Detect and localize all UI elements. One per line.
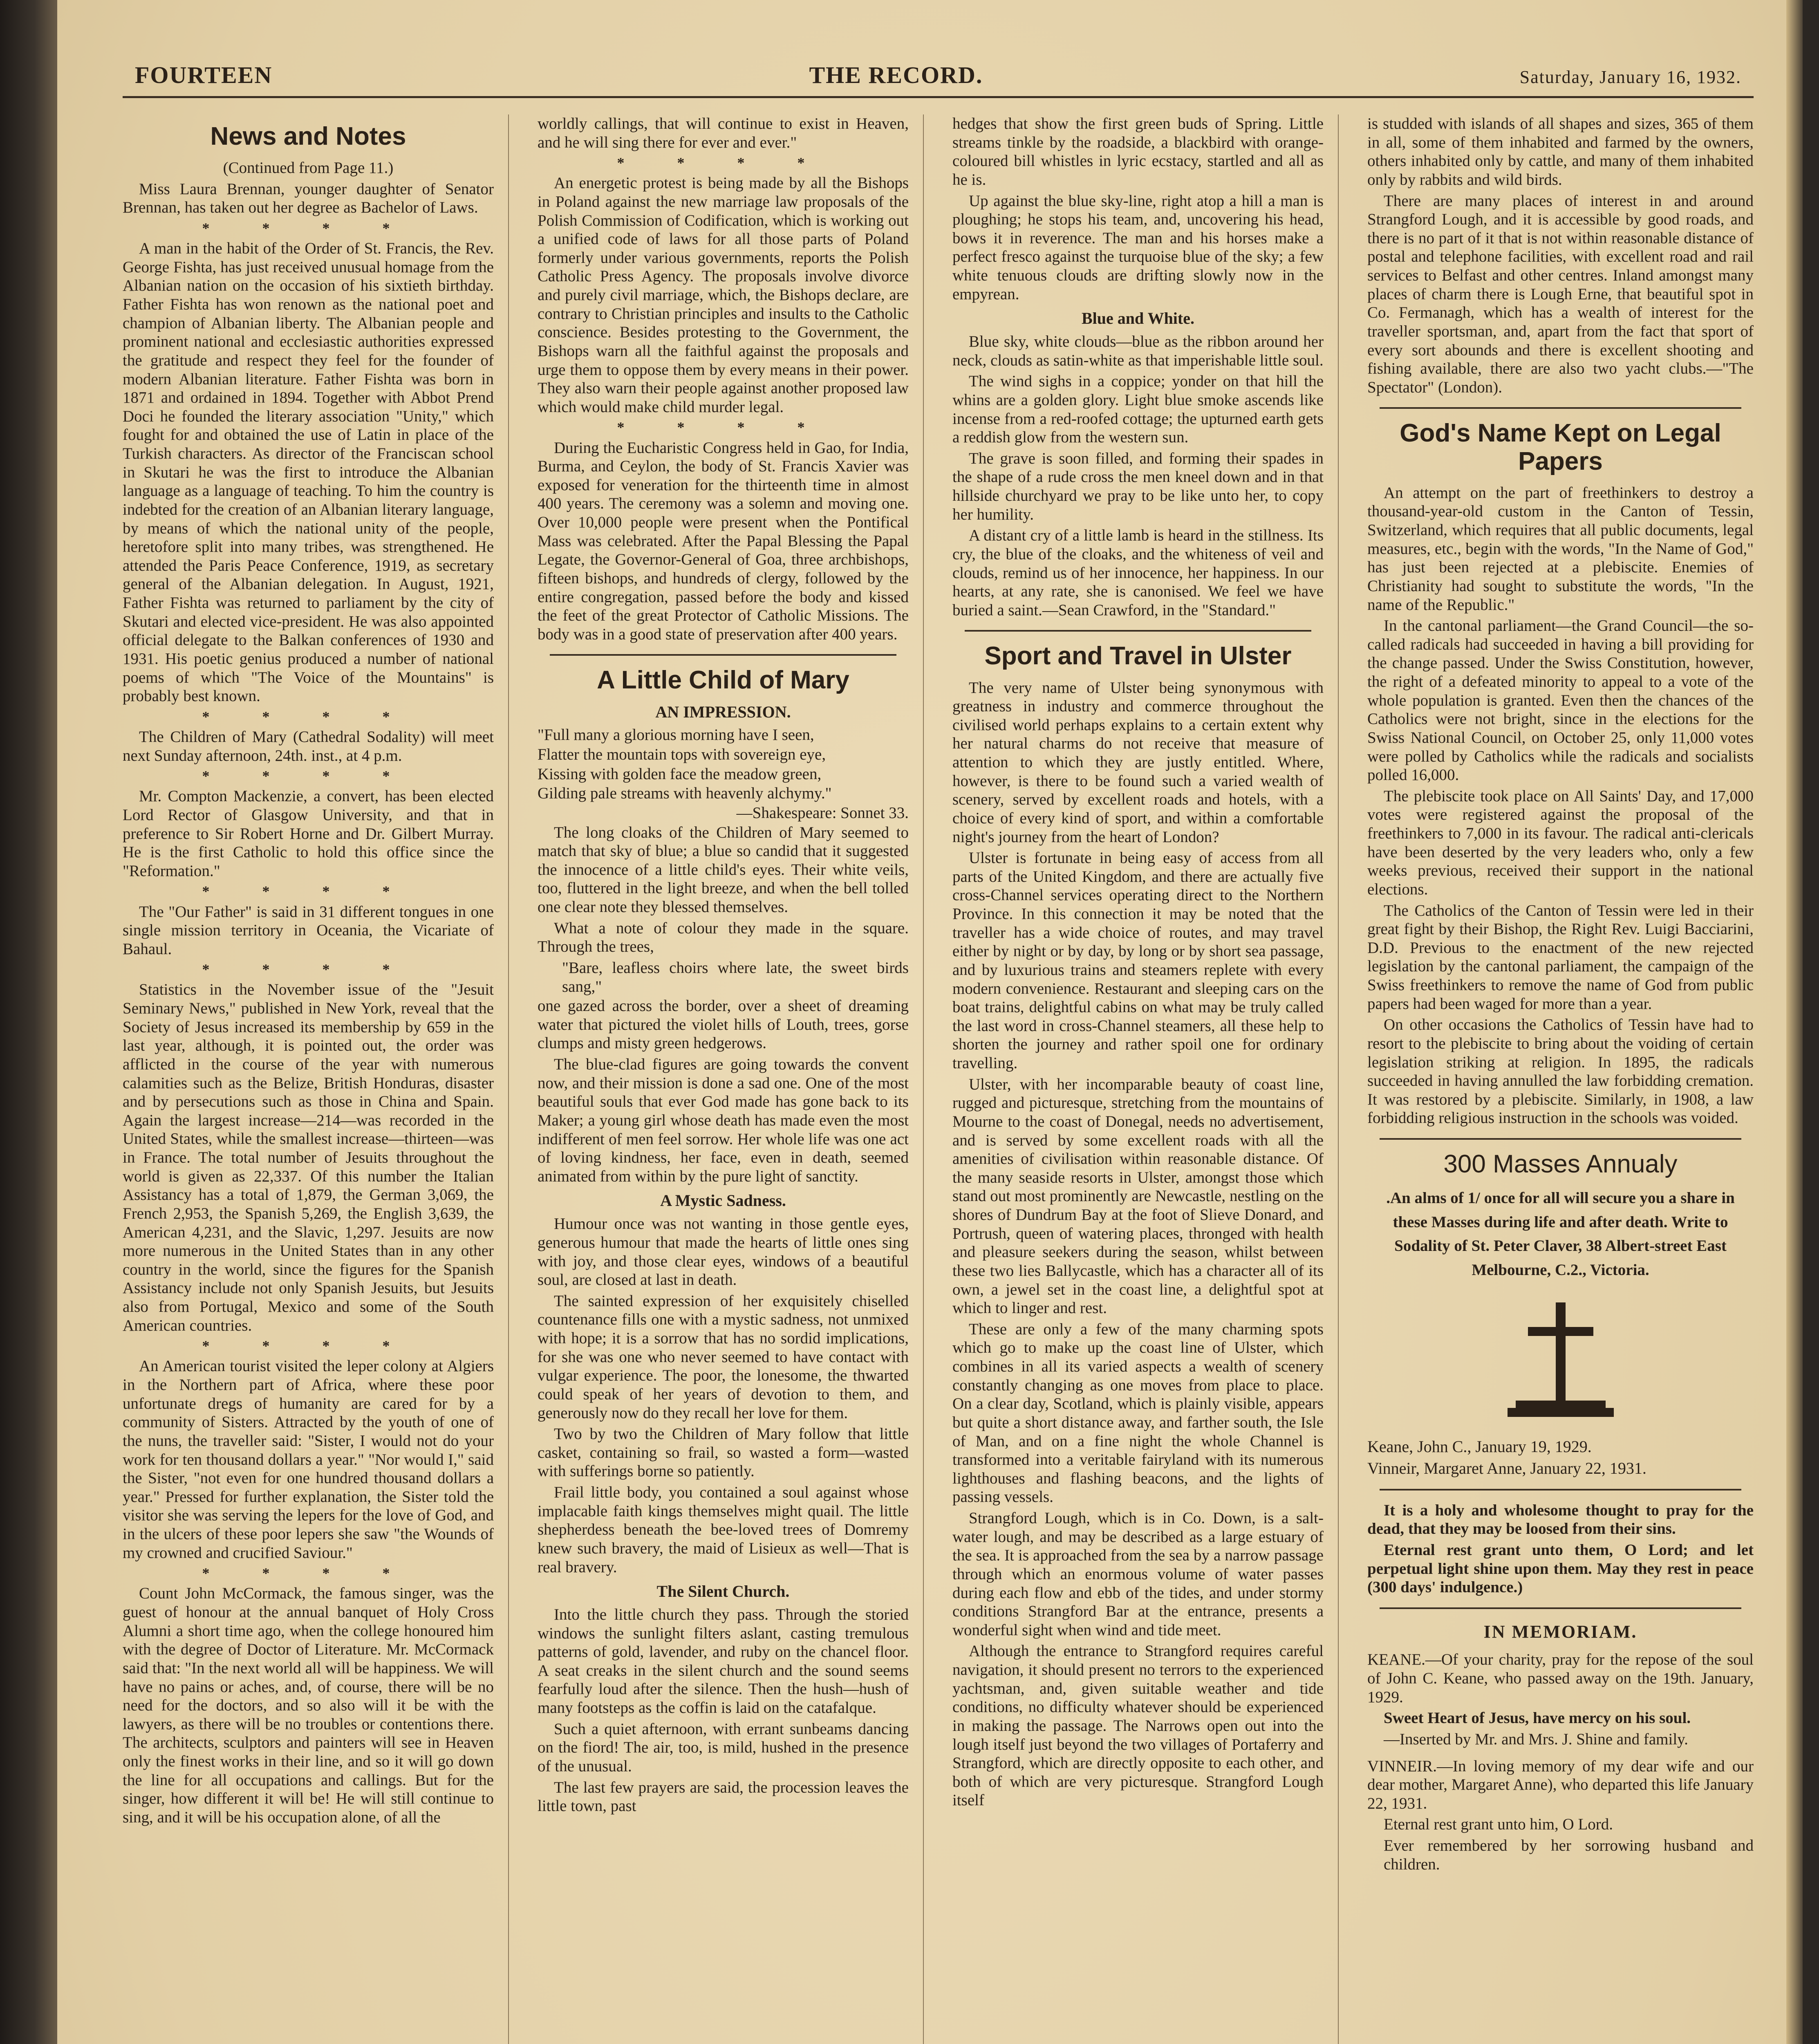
paragraph: Miss Laura Brennan, younger daughter of Senator Brennan, has taken out her degree as Bachelor of Laws. — [123, 180, 494, 217]
divider — [1380, 1607, 1741, 1609]
prayer-text: Eternal rest grant unto them, O Lord; and let perpetual light shine upon them. May they rest in peace (300 days' indulgence.) — [1367, 1541, 1754, 1596]
newspaper-page — [57, 0, 1803, 2044]
paragraph: The "Our Father" is said in 31 different tongues in one single mission territory in Oceania, the Vicariate of Bahaul. — [123, 903, 494, 958]
column-3 — [952, 114, 1339, 2044]
paragraph: These are only a few of the many charming spots which go to make up the coast line of Ulster, which combines in all its varied aspects a wealth of scenery constantly changing as one moves from place to place. On a clear day, Scotland, which is plainly visible, appears but quite a short distance away, and farther south, the Isle of Man, and on a fine night the whole Channel is transformed into a veritable fairyland with its numerous lighthouses and flashing beacons, and the lights of passing vessels. — [952, 1320, 1324, 1506]
paragraph: On other occasions the Catholics of Tessin have had to resort to the plebiscite to bring about the voiding of certain legislation striking at religion. In 1895, the radicals succeeded in having annulled the law forbidding cremation. It was restored by a plebiscite. Similarly, in 1908, a law forbidding religious instruction in the schools was voided. — [1367, 1016, 1754, 1127]
paragraph: The Catholics of the Canton of Tessin were led in their great fight by their Bishop, the Right Rev. Luigi Bacciarini, D.D. Previous to the enactment of the new rejected legislation by the cantonal parliament, the campaign of the Swiss freethinkers to remove the name of God from public papers had been waged for more than a year. — [1367, 901, 1754, 1013]
divider — [550, 654, 896, 656]
headline-sport-and-travel: Sport and Travel in Ulster — [984, 642, 1292, 670]
headline-gods-name: God's Name Kept on Legal Papers — [1400, 419, 1721, 475]
paragraph: The blue-clad figures are going towards the convent now, and their mission is done a sad one. One of the most beautiful souls that ever God made has gone back to its Maker; a young girl whose death has made even the most indifferent of men feel sorrow. Her whole life was one act of loving kindness, her face, even in death, seemed animated from within by the pure light of sanctity. — [538, 1056, 909, 1185]
paragraph: Up against the blue sky-line, right atop a hill a man is ploughing; he stops his team, and, uncovering his head, bows it in reverence. The man and his horses make a perfect fresco against the turquoise blue of the sky; a few white tenuous clouds are drifting slowly now in the empyrean. — [952, 192, 1324, 303]
paragraph: Mr. Compton Mackenzie, a convert, has been elected Lord Rector of Glasgow University, and that in preference to Sir Robert Horne and Dr. Gilbert Murray. He is the first Catholic to hold this office since the "Reformation." — [123, 787, 494, 880]
verse-line: "Full many a glorious morning have I seen, — [538, 726, 814, 744]
paragraph: The very name of Ulster being synonymous with greatness in industry and commerce throughout the civilised world perhaps explains to a certain extent why her natural charms do not receive that measure of attention to which they are justly entitled. Where, however, is there to be found such a varied wealth of scenery, served by excellent roads and hotels, with a choice of every kind of sport, and within a comfortable night's journey from the heart of London? — [952, 679, 1324, 846]
paragraph: The plebiscite took place on All Saints' Day, and 17,000 votes were registered against the proposal of the freethinkers to 7,000 in its favour. The radical anti-clericals have been deserted by the very leaders who, only a few weeks previous, received their support in the national elections. — [1367, 787, 1754, 898]
paper-title: THE RECORD. — [809, 62, 983, 88]
paragraph: During the Eucharistic Congress held in Gao, for India, Burma, and Ceylon, the body of St. Francis Xavier was exposed for veneration for the thirteenth time in almost 400 years. The ceremony was a solemn and moving one. Over 10,000 people were present when the Pontifical Mass was celebrated. After the Papal Blessing the Papal Legate, the Governor-General of Goa, three archbishops, fifteen bishops, and hundreds of clergy, followed by the entire congregation, passed before the body and kissed the feet of the great Protector of Catholic Missions. The body was in a good state of preservation after 400 years. — [538, 439, 909, 643]
prayer-text: It is a holy and wholesome thought to pray for the dead, that they may be loosed from their sins. — [1367, 1501, 1754, 1538]
paragraph: Ulster is fortunate in being easy of access from all parts of the United Kingdom, and there are actually five cross-Channel services operating direct to the Northern Province. In this connection it may be noted that the traveller has a wide choice of routes, and may travel either by night or by day, by long or by short sea passage, and by luxurious trains and steamers replete with every modern convenience. Restaurant and sleeping cars on the boat trains, delightful cabins on what may be truly called the last word in cross-Channel steamers, all these help to shorten the journey and rather spoil one for ordinary travelling. — [952, 849, 1324, 1072]
divider — [1380, 407, 1741, 409]
paragraph: Into the little church they pass. Through the storied windows the sunlight filters aslant, casting tremulous patterns of gold, lavender, and ruby on the chancel floor. A seat creaks in the silent church and the sound seems fearfully loud after the silence. Then the hush—hush of many footsteps as the coffin is laid on the catafalque. — [538, 1605, 909, 1717]
subheading: Blue and White. — [1082, 309, 1194, 328]
paragraph: A distant cry of a little lamb is heard in the stillness. Its cry, the blue of the cloaks, and the whiteness of veil and clouds, remind us of her innocence, her happiness. In our hearts, at any rate, she is canonised. We feel we have buried a saint.—Sean Crawford, in the "Standard." — [952, 527, 1324, 619]
headline-news-and-notes: News and Notes — [210, 122, 406, 150]
book-binding — [0, 0, 57, 2044]
paragraph: An American tourist visited the leper colony at Algiers in the Northern part of Africa, where these poor unfortunate dregs of humanity are cared for by a community of Sisters. Attracted by the youth of one of the nuns, the traveller said: "Sister, I would not do your work for ten thousand dollars a year." "Nor would I," said the Sister, "not even for one hundred thousand dollars a year." Pressed for further explanation, the Sister told the visitor she was serving the lepers for the love of God, and in the ulcers of these poor lepers she saw "the Wounds of my crowned and crucified Saviour." — [123, 1357, 494, 1562]
subheading: AN IMPRESSION. — [655, 702, 791, 721]
dedication-list — [1367, 1437, 1754, 1478]
separator-stars: * * * * — [202, 1565, 414, 1582]
divider — [1380, 1138, 1741, 1140]
column-4 — [1367, 114, 1754, 2044]
memorial-line: Ever remembered by her sorrowing husband and children. — [1384, 1837, 1754, 1873]
paragraph: worldly callings, that will continue to exist in Heaven, and he will sing there for ever and ever." — [538, 115, 909, 151]
paragraph: is studded with islands of all shapes and sizes, 365 of them in all, some of them inhabited and farmed by the owners, others inhabited only by cattle, and many of them inhabited only by rabbits and wild birds. — [1367, 115, 1754, 188]
verse-line: Flatter the mountain tops with sovereign eye, — [538, 746, 826, 764]
memorial-line: Eternal rest grant unto him, O Lord. — [1384, 1815, 1613, 1833]
cross-emblem — [1367, 1298, 1754, 1421]
paragraph: Although the entrance to Strangford requires careful navigation, it should present no terrors to the experienced yachtsman, and, given suitable weather and tide conditions, no difficulty whatever should be experienced in making the passage. The Narrows open out into the lough itself just beyond the two villages of Portaferry and Strangford, which are directly opposite to each other, and both of which are very picturesque. Strangford Lough itself — [952, 1642, 1324, 1809]
verse-attribution: —Shakespeare: Sonnet 33. — [736, 804, 909, 822]
dedication-entry: Keane, John C., January 19, 1929. — [1367, 1437, 1592, 1456]
memorial-line: —Inserted by Mr. and Mrs. J. Shine and family. — [1384, 1730, 1688, 1748]
verse-quote — [538, 959, 909, 996]
column-1 — [123, 114, 509, 2044]
headline-little-child-of-mary: A Little Child of Mary — [597, 666, 849, 695]
verse-line: Gilding pale streams with heavenly alchymy." — [538, 784, 832, 802]
separator-stars: * * * * — [202, 883, 414, 900]
verse-line: Kissing with golden face the meadow green, — [538, 765, 822, 783]
article-columns — [123, 114, 1754, 2044]
paragraph: Count John McCormack, the famous singer, was the guest of honour at the annual banquet of Holy Cross Alumni a short time ago, when the college honoured him with the degree of Doctor of Literature. Mr. McCormack said that: "In the next world all will be happiness. We will have no pains or aches, and, of course, there will be no need for the doctors, and so also will it be with the lawyers, as there will be no troubles or contentions there. The architects, sculptors and painters will see in Heaven only the finest works in their line, and so it will go down the line for all occupations and callings. But for the singer, how different it will be! He will still continue to sing, and it will be his occupation alone, of all the — [123, 1585, 494, 1826]
paragraph: The grave is soon filled, and forming their spades in the shape of a rude cross the men kneel down and in that hillside churchyard we pray to be like unto her, to copy her humility. — [952, 449, 1324, 523]
paragraph: The sainted expression of her exquisitely chiselled countenance fills one with a mystic sadness, not unmixed with hope; it is a sorrow that has no sordid implications, for she was one who never seemed to have contact with vulgar experience. The poor, the lonesome, the thwarted could speak of her years of devotion to them, and generously now do they recall her love for them. — [538, 1292, 909, 1422]
separator-stars: * * * * — [617, 419, 829, 436]
memorial-entry: VINNEIR.—In loving memory of my dear wife and our dear mother, Margaret Anne), who departed this life January 22, 1931. — [1367, 1757, 1754, 1812]
dedication-entry: Vinneir, Margaret Anne, January 22, 1931. — [1367, 1459, 1647, 1477]
verse-line: "Bare, leafless choirs where late, the sweet birds sang," — [562, 959, 909, 995]
subheading: The Silent Church. — [656, 1582, 790, 1601]
paragraph: Ulster, with her incomparable beauty of coast line, rugged and picturesque, stretching from the mountains of Mourne to the coast of Donegal, needs no advertisement, and is served by some excellent roads with all the amenities of civilisation within reasonable distance. Of the many seaside resorts in Ulster, amongst those which stand out most prominently are Newcastle, nestling on the shores of Dundrum Bay at the foot of Slieve Donard, and Portrush, queen of watering places, thronged with health and pleasure seekers during the season, whilst between these two lies Ballycastle, which has a character all of its own, a jewel set in the coast line, a delightful spot at which to linger and rest. — [952, 1075, 1324, 1317]
separator-stars: * * * * — [617, 155, 829, 171]
page-edge — [1786, 0, 1803, 2044]
page-header — [123, 61, 1754, 98]
paragraph: Such a quiet afternoon, with errant sunbeams dancing on the fiord! The air, too, is mild, hushed in the presence of the unusual. — [538, 1720, 909, 1775]
divider — [965, 630, 1311, 632]
separator-stars: * * * * — [202, 220, 414, 237]
paragraph: The long cloaks of the Children of Mary seemed to match that sky of blue; a blue so candid that it suggested the innocence of a little child's eyes. Their white veils, too, fluttered in the light breeze, and when the bell tolled one clear note they blessed themselves. — [538, 823, 909, 916]
separator-stars: * * * * — [202, 961, 414, 978]
paragraph: Humour once was not wanting in those gentle eyes, generous humour that made the hearts of little ones sing with joy, and those clear eyes, windows of a beautiful soul, are closed at last in death. — [538, 1215, 909, 1289]
paragraph: The wind sighs in a coppice; yonder on that hill the whins are a golden glory. Light blue smoke ascends like incense from a red-roofed cottage; the upturned earth gets a reddish glow from the western sun. — [952, 372, 1324, 446]
memorial-line: Sweet Heart of Jesus, have mercy on his soul. — [1384, 1709, 1691, 1727]
paragraph: Blue sky, white clouds—blue as the ribbon around her neck, clouds as satin-white as that imperishable little soul. — [952, 333, 1324, 369]
paragraph: A man in the habit of the Order of St. Francis, the Rev. George Fishta, has just received unusual homage from the Albanian nation on the occasion of his sixtieth birthday. Father Fishta has won renown as the national poet and champion of Albanian liberty. The Albanian people and prominent national and ecclesiastic authorities expressed the gratitude and respect they feel for the founder of modern Albanian literature. Father Fishta was born in 1871 and ordained in 1894. Together with Abbot Prend Doci he founded the literary association "Unity," which fought for and obtained the use of Latin in place of the Turkish characters. As director of the Franciscan school in Skutari he was the first to introduce the Albanian language as a language of teaching. To him the country is indebted for the creation of an Albanian literary language, by means of which the national unity of the people, heretofore split into many tribes, was strengthened. He attended the Paris Peace Conference, 1919, as secretary general of the Albanian delegation. In August, 1921, Father Fishta was returned to parliament by the city of Skutari and elected vice-president. He was also appointed official delegate to the Balkan conferences of 1930 and 1931. His poetic genius produced a number of national poems of which "The Voice of the Mountains" is probably best known. — [123, 240, 494, 705]
verse-quote — [538, 726, 909, 822]
divider — [1380, 1489, 1741, 1490]
paragraph: In the cantonal parliament—the Grand Council—the so-called radicals had succeeded in having a bill providing for the change passed. Under the Swiss Constitution, however, the right of a defeated minority to appeal to a vote of the whole population is granted. Even then the chances of the Catholics were not bright, since in the elections for the Swiss National Council, on October 25, only 11,000 votes were polled by Catholics while the radicals and socialists polled 16,000. — [1367, 617, 1754, 784]
masses-notice — [1367, 1186, 1754, 1282]
continued-note: (Continued from Page 11.) — [223, 159, 394, 177]
separator-stars: * * * * — [202, 768, 414, 784]
paragraph: An energetic protest is being made by all the Bishops in Poland against the new marriage law proposals of the Polish Commission of Codification, which is working out a unified code of laws for all those parts of Poland formerly under various governments, reports the Polish Catholic Press Agency. The proposals involve divorce and purely civil marriage, which, the Bishops declare, are contrary to Christian principles and insults to the Catholic conscience. Besides protesting to the Government, the Bishops warn all the faithful against the proposals and urge them to oppose them by every means in their power. They also warn their people against another proposed law which would make child murder legal. — [538, 174, 909, 416]
paragraph: hedges that show the first green buds of Spring. Little streams tinkle by the roadside, a blackbird with orange-coloured bill whistles in lyric ecstacy, startled and all as he is. — [952, 115, 1324, 188]
paragraph: The last few prayers are said, the procession leaves the little town, past — [538, 1778, 909, 1815]
paragraph: There are many places of interest in and around Strangford Lough, and it is accessible by good roads, and there is no part of it that is not within reasonable distance of postal and telephone facilities, with excellent road and rail services to Belfast and other centres. Inland amongst many places of charm there is Lough Erne, that beautiful spot in Co. Fermanagh, which has a wealth of interest for the traveller sportsman, and, apart from the fact that sport of every sort abounds and there is excellent shooting and fishing available, there are also two yacht clubs.—"The Spectator" (London). — [1367, 192, 1754, 396]
page-number: FOURTEEN — [135, 62, 273, 88]
paragraph: Statistics in the November issue of the "Jesuit Seminary News," published in New York, reveal that the Society of Jesus increased its membership by 659 in the last year, although, it is pointed out, the order was afflicted in the course of the year with numerous calamities such as the Belize, British Honduras, disaster and by persecutions such as those in China and Spain. Again the largest increase—214—was recorded in the United States, while the smallest increase—thirteen—was in France. The total number of Jesuits throughout the world is given as 22,337. Of this number the Italian Assistancy has a total of 1,879, the German 3,069, the French 2,953, the Spanish 5,269, the English 3,639, the American 4,231, and the Slavic, 1,297. Jesuits are now more numerous in the United States than in any other country in the world, since the figures for the Spanish Assistancy include not only Spanish Jesuits, but Jesuits also from Portugal, Mexico and some of the South American countries. — [123, 981, 494, 1334]
paragraph: Two by two the Children of Mary follow that little casket, containing so frail, so wasted a form—wasted with sufferings borne so patiently. — [538, 1425, 909, 1480]
paragraph: Frail little body, you contained a soul against whose implacable faith kings themselves might quail. The little shepherdess beneath the bee-loved trees of Domremy knew such bravery, the maid of Lisieux as well—That is real bravery. — [538, 1484, 909, 1576]
paragraph: Strangford Lough, which is in Co. Down, is a salt-water lough, and may be described as a large estuary of the sea. It is approached from the sea by a narrow passage through which an enormous volume of water passes during each flow and ebb of the tides, and under stormy conditions Strangford Bar at the entrance, presents a wonderful sight when wind and tide meet. — [952, 1509, 1324, 1639]
paragraph: An attempt on the part of freethinkers to destroy a thousand-year-old custom in the Canton of Tessin, Switzerland, which requires that all public documents, legal measures, etc., begin with the words, "In the Name of God," has just been rejected at a plebiscite. Enemies of Christianity had sought to substitute the words, "In the name of the Republic." — [1367, 484, 1754, 614]
paragraph: What a note of colour they made in the square. Through the trees, — [538, 919, 909, 956]
memorial-heading: IN MEMORIAM. — [1483, 1621, 1638, 1642]
headline-masses-annually: 300 Masses Annualy — [1443, 1150, 1678, 1178]
issue-date: Saturday, January 16, 1932. — [1519, 67, 1741, 87]
memorial-entry: KEANE.—Of your charity, pray for the repose of the soul of John C. Keane, who passed away on the 19th. January, 1929. — [1367, 1651, 1754, 1706]
memorial-notices — [1367, 1650, 1754, 1874]
masses-text: .An alms of 1/ once for all will secure you a share in these Masses during life and after death. Write to Sodality of St. Peter Claver, 38 Albert-street East Melbourne, C.2., Victoria. — [1386, 1189, 1735, 1279]
separator-stars: * * * * — [202, 1338, 414, 1354]
column-2 — [538, 114, 924, 2044]
paragraph: one gazed across the border, over a sheet of dreaming water that pictured the violet hills of Louth, trees, gorse clumps and misty green hedgerows. — [538, 997, 909, 1052]
subheading: A Mystic Sadness. — [660, 1191, 786, 1210]
cross-icon — [1508, 1298, 1614, 1421]
paragraph: The Children of Mary (Cathedral Sodality) will meet next Sunday afternoon, 24th. inst., at 4 p.m. — [123, 728, 494, 764]
separator-stars: * * * * — [202, 708, 414, 725]
